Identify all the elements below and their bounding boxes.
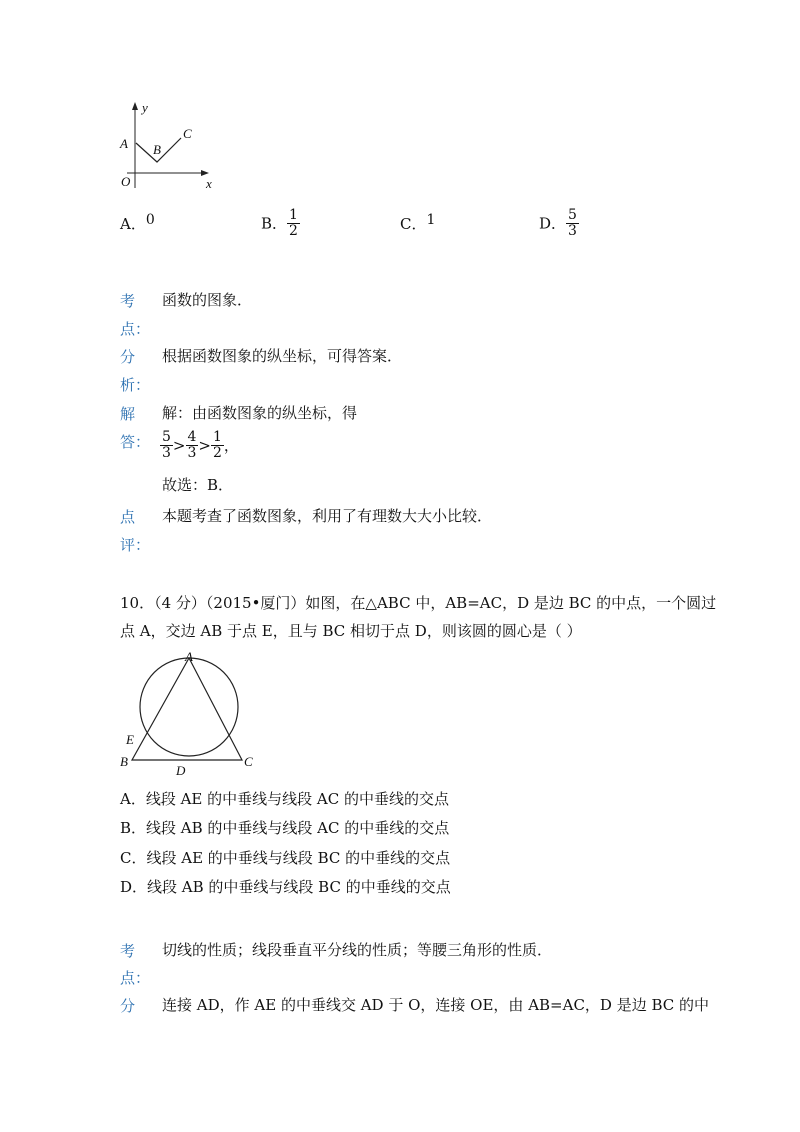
choice-text: 故选：B． — [162, 476, 234, 494]
fraction: $\frac{5}{3}$ — [162, 429, 171, 461]
y-axis-arrow — [132, 102, 138, 110]
point-c-label: C — [183, 126, 192, 141]
q10-kaodian-text: 切线的性质；线段垂直平分线的性质；等腰三角形的性质． — [162, 941, 553, 959]
q9-option-b[interactable]: B． $\frac{1}{2}$ — [261, 207, 298, 239]
q10-stem-line1: 10．（4 分）（2015•厦门）如图，在△ABC 中，AB=AC，D 是边 BC 的中点，一个圆过 — [120, 594, 717, 612]
q10-kaodian-label-2: 点： — [120, 969, 151, 987]
fig-label-d: D — [176, 763, 186, 778]
dianping-text: 本题考查了函数图象，利用了有理数大大小比较． — [162, 507, 493, 525]
jieda-text: 解：由函数图象的纵坐标，得 — [162, 404, 358, 422]
q10-stem-line2: 点 A，交边 AB 于点 E，且与 BC 相切于点 D，则该圆的圆心是（ ） — [120, 622, 582, 640]
q10-option-a[interactable]: A．线段 AE 的中垂线与线段 AC 的中垂线的交点 — [120, 790, 449, 808]
fig-label-e: E — [126, 732, 134, 747]
fraction: $\frac{5}{3}$ — [568, 207, 577, 239]
q10-fenxi-label: 分 — [120, 997, 136, 1015]
fenxi-label-2: 析： — [120, 376, 151, 394]
jieda-label: 解 — [120, 405, 136, 423]
fig-label-b: B — [120, 754, 128, 769]
kaodian-text: 函数的图象． — [162, 291, 253, 309]
fraction: $\frac{1}{2}$ — [213, 429, 222, 461]
origin-label: O — [121, 174, 131, 189]
kaodian-label: 考 — [120, 292, 136, 310]
fraction: $\frac{1}{2}$ — [289, 207, 298, 239]
q10-option-d[interactable]: D．线段 AB 的中垂线与线段 BC 的中垂线的交点 — [120, 878, 451, 896]
inequality: $\frac{5}{3}$ > $\frac{4}{3}$ > $\frac{1}{2}$ ， — [162, 429, 239, 461]
q10-option-c[interactable]: C．线段 AE 的中垂线与线段 BC 的中垂线的交点 — [120, 849, 451, 867]
point-a-label: A — [120, 136, 128, 151]
q9-option-a[interactable]: A．0 — [120, 212, 155, 233]
y-axis-label: y — [142, 100, 148, 115]
fenxi-label: 分 — [120, 348, 136, 366]
point-b-label: B — [153, 142, 161, 157]
fraction: $\frac{4}{3}$ — [187, 429, 197, 461]
q9-option-c[interactable]: C．1 — [400, 212, 436, 233]
circle — [140, 658, 238, 756]
x-axis-label: x — [206, 176, 212, 191]
dianping-label: 点 — [120, 508, 136, 526]
kaodian-label-2: 点： — [120, 320, 151, 338]
q10-option-b[interactable]: B．线段 AB 的中垂线与线段 AC 的中垂线的交点 — [120, 819, 450, 837]
q9-option-d[interactable]: D． $\frac{5}{3}$ — [539, 207, 577, 239]
fig-label-a: A — [185, 649, 193, 664]
q10-fenxi-text: 连接 AD，作 AE 的中垂线交 AD 于 O，连接 OE，由 AB=AC，D 是边 BC 的中 — [162, 996, 710, 1014]
dianping-label-2: 评： — [120, 536, 151, 554]
fenxi-text: 根据函数图象的纵坐标，可得答案． — [162, 347, 403, 365]
q10-kaodian-label: 考 — [120, 942, 136, 960]
triangle-abc — [132, 658, 242, 760]
fig-label-c: C — [244, 754, 253, 769]
jieda-label-2: 答： — [120, 433, 151, 451]
